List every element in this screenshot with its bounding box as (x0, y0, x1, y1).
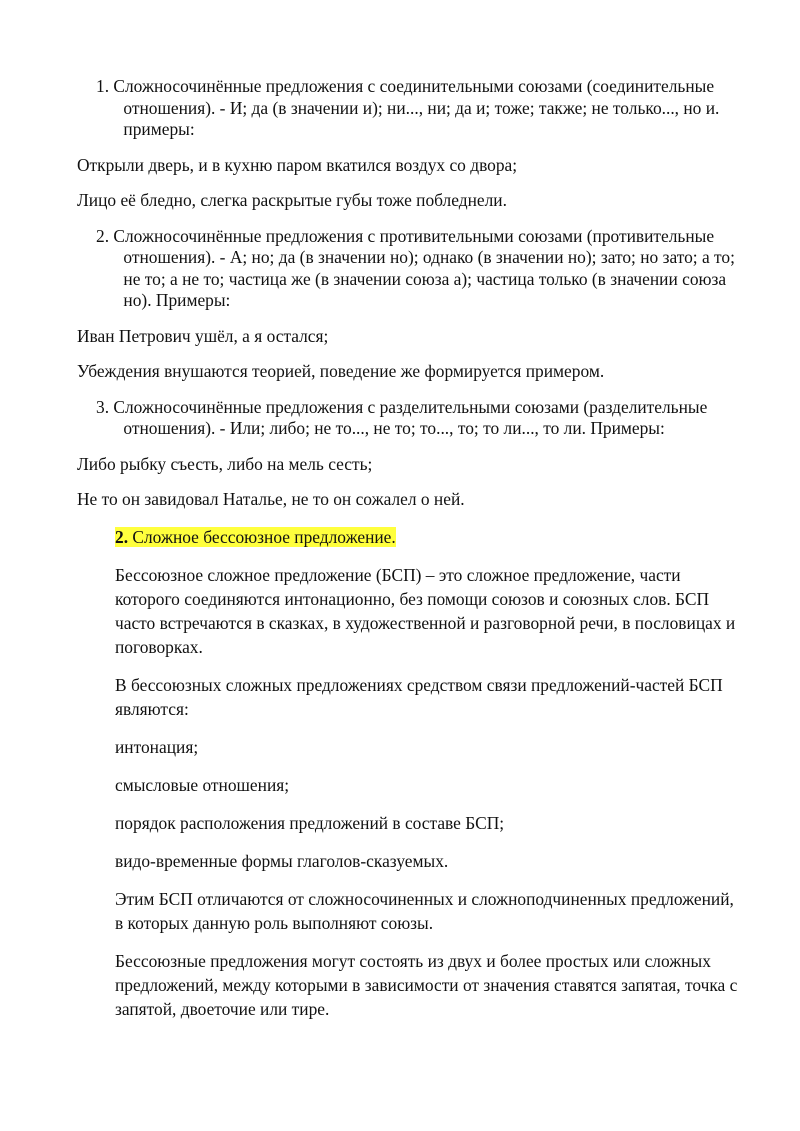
list-item (96, 226, 740, 312)
paragraph: Этим БСП отличаются от сложносочиненных и сложноподчиненных предложений, в которых данную роль выполняют союзы. (115, 888, 734, 933)
section-title: Сложное бессоюзное предложение. (132, 526, 396, 547)
list-item-text: Сложносочинённые предложения с противительными союзами (противительные отношения). - А; но; да (в значении но); однако (в значении но); зато; но зато; а то; не то; а не то; частица же (в значении союза а); частица только (в значении союза но). Примеры: (113, 225, 735, 310)
paragraph: смысловые отношения; (115, 774, 290, 795)
paragraph: Бессоюзное сложное предложение (БСП) – это сложное предложение, части которого соединяются интонационно, без помощи союзов и союзных слов. БСП часто встречаются в сказках, в художественной и разговорной речи, в пословицах и поговорках. (115, 564, 736, 657)
paragraph: интонация; (115, 736, 199, 757)
section-heading (115, 525, 740, 549)
list-item-text: Сложносочинённые предложения с разделительными союзами (разделительные отношения). - Или; либо; не то..., не то; то..., то; то ли..., то ли. Примеры: (113, 396, 708, 438)
list-number: 3. (96, 396, 110, 417)
paragraph: порядок расположения предложений в составе БСП; (115, 812, 505, 833)
example-sentence: Иван Петрович ушёл, а я остался; (77, 325, 329, 346)
paragraph: видо-временные формы глаголов-сказуемых. (115, 850, 449, 871)
list-item (96, 397, 740, 440)
list-number: 2. (96, 225, 110, 246)
paragraph: Бессоюзные предложения могут состоять из двух и более простых или сложных предложений, между которыми в зависимости от значения ставятся запятая, точка с запятой, двоеточие или тире. (115, 950, 738, 1019)
paragraph: В бессоюзных сложных предложениях средством связи предложений-частей БСП являются: (115, 674, 723, 719)
list-number: 1. (96, 76, 110, 96)
example-sentence: Лицо её бледно, слегка раскрытые губы тоже побледнели. (77, 190, 507, 210)
example-sentence: Открыли дверь, и в кухню паром вкатился воздух со двора; (77, 154, 518, 175)
list-item (96, 76, 740, 141)
list-item-text: Сложносочинённые предложения с соединительными союзами (соединительные отношения). - И; да (в значении и); ни..., ни; да и; тоже; также; не только..., но и. примеры: (113, 76, 720, 139)
section-bsp (96, 525, 740, 1021)
section-number: 2. (115, 526, 129, 547)
example-sentence: Либо рыбку съесть, либо на мель сесть; (77, 453, 373, 474)
example-sentence: Не то он завидовал Наталье, не то он сожалел о ней. (77, 489, 465, 509)
example-sentence: Убеждения внушаются теорией, поведение же формируется примером. (77, 361, 605, 381)
